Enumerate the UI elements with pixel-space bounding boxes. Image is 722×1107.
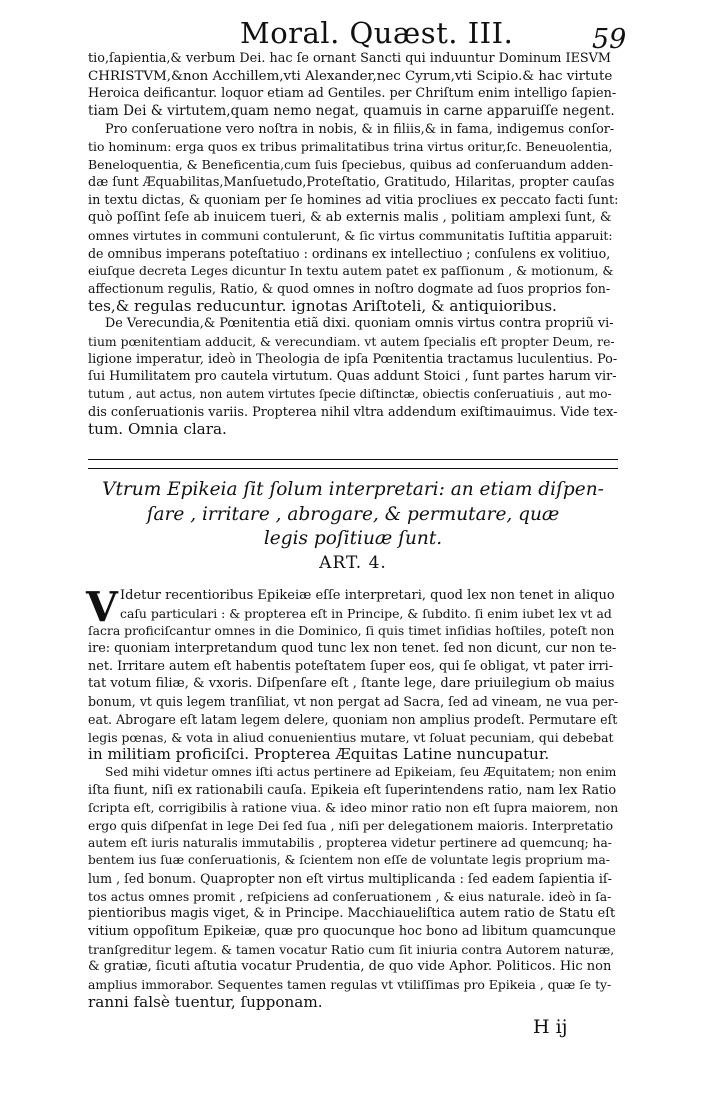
divider-rule [88, 468, 618, 469]
text-line: dis conſeruationis variis. Propterea nihil vltra addendum exiſtimauimus. Vide tex- [88, 404, 618, 420]
text-line: tutum , aut actus, non autem virtutes ſpecie diſtinctæ, obiectis conſeruatiuis , aut mo- [88, 387, 612, 402]
paragraph-5 [88, 764, 618, 1012]
text-line: eiuſque decreta Leges dicuntur In textu autem patet ex paſſionum , & motionum, & [88, 263, 614, 279]
text-line: in textu dictas, & quoniam per ſe homines ad vitia procliues ex peccato facti ſunt: [88, 192, 618, 208]
drop-cap: V [86, 583, 118, 631]
heading-line: legis poſitiuæ ſunt. [263, 528, 443, 549]
text-line: Heroica deificantur. loquor etiam ad Gentiles. per Chriſtum enim intelligo ſapien- [88, 86, 617, 102]
text-line: in militiam proficiſci. Propterea Æquitas Latine nuncupatur. [88, 746, 550, 764]
text-line: eat. Abrogare eſt latam legem delere, quoniam non amplius prodeſt. Permutare eſt [88, 711, 618, 727]
text-line: CHRISTVM,&non Acchillem,vti Alexander,nec Cyrum,vti Scipio.& hac virtute [88, 68, 613, 84]
paragraph-4 [86, 583, 618, 764]
text-line: Sed mihi videtur omnes iſti actus pertinere ad Epikeiam, ſeu Æquitatem; non enim [105, 764, 617, 779]
text-line: tium pœnitentiam adducit, & verecundiam. vt autem ſpecialis eſt propter Deum, re- [88, 334, 615, 349]
text-line: ſacra proficiſcantur omnes in die Dominico, ſi quis timet inſidias hoſtiles, poteſt non [88, 623, 615, 639]
article-heading [88, 478, 618, 552]
text-line: Idetur recentioribus Epikeiæ eſſe interpretari, quod lex non tenet in aliquo [120, 588, 615, 603]
text-line: autem eſt iuris naturalis immutabilis , propterea videtur pertinere ad quemcunq; ha- [88, 835, 612, 850]
text-line: Pro conſeruatione vero noſtra in nobis, & in filiis,& in fama, indigemus conſor- [105, 121, 615, 137]
text-line: omnes virtutes in communi contulerunt, & ſic virtus communitatis Iuſtitia apparuit: [88, 227, 613, 243]
text-line: tranſgreditur legem. & tamen vocatur Ratio cum ſit iniuria contra Autorem naturæ, [88, 941, 615, 957]
text-line: ſui Humilitatem pro cautela virtutum. Quas addunt Stoici , ſunt partes harum vir- [88, 369, 617, 385]
text-line: tum. Omnia clara. [88, 421, 227, 439]
text-line: ergo quis diſpenſat in lege Dei ſed ſua , niſi per delegationem maioris. Interpretatio [88, 817, 614, 833]
text-line: tio,ſapientia,& verbum Dei. hac ſe ornant Sancti qui induuntur Dominum IESVM [88, 51, 612, 66]
text-block-upper [88, 50, 618, 439]
text-line: affectionum regulis, Ratio, & quod omnes in noſtro dogmate ad ſuos proprios fon- [88, 280, 611, 296]
running-head: Moral. Quæst. III. [240, 16, 514, 50]
text-line: quò poſſint ſeſe ab inuicem tueri, & ab externis malis , politiam amplexi ſunt, & [88, 210, 612, 226]
text-line: caſu particulari : & propterea eſt in Principe, & ſubdito. ſi enim iubet lex vt ad [120, 605, 612, 621]
text-line: Beneloquentia, & Beneficentia,cum ſuis ſpeciebus, quibus ad conſeruandum adden- [88, 157, 614, 173]
text-line: iſta fiunt, niſi ex rationabili cauſa. Epikeia eſt ſuperintendens ratio, nam lex Ratio [88, 782, 617, 798]
text-line: De Verecundia,& Pœnitentia etiã dixi. quoniam omnis virtus contra propriũ vi- [105, 316, 614, 332]
paragraph-3 [88, 315, 618, 439]
text-line: dæ ſunt Æquabilitas,Manſuetudo,Proteſtatio, Gratitudo, Hilaritas, propter cauſas [88, 174, 615, 190]
text-line: bonum, vt quis legem tranſiliat, vt non pergat ad Sacra, ſed ad vineam, ne vua per- [88, 694, 618, 710]
article-number: ART. 4. [319, 553, 387, 573]
text-line: tiam Dei & virtutem,quam nemo negat, quamuis in carne apparuiſſe negent. [88, 103, 615, 120]
heading-line: ſare , irritare , abrogare, & permutare, quæ [146, 503, 560, 525]
text-line: tos actus omnes promit , reſpiciens ad conſeruationem , & eius naturale. ideò in ſa- [88, 888, 612, 904]
text-line: ligione imperatur, ideò in Theologia de ipſa Pœnitentia tractamus luculentius. Po- [88, 351, 618, 367]
signature-mark: H ij [533, 1016, 568, 1038]
text-line: vitium oppoſitum Epikeiæ, quæ pro quocunque hoc bono ad libitum quamcunque [88, 924, 616, 940]
text-line: amplius immorabor. Sequentes tamen regulas vt vtiliſſimas pro Epikeia , quæ ſe ty- [88, 977, 612, 993]
page-number: 59 [592, 24, 627, 55]
text-line: tat votum filiæ, & vxoris. Diſpenſare eſt , ſtante lege, dare priuilegium ob maius [88, 676, 615, 692]
text-line: ire: quoniam interpretandum quod tunc lex non tenet. ſed non dicunt, cur non te- [88, 641, 617, 657]
text-line: pientioribus magis viget, & in Principe. Macchiaueliſtica autem ratio de Statu eſt [88, 906, 616, 922]
text-line: net. Irritare autem eſt habentis poteſtatem ſuper eos, qui ſe obligat, vt pater irri- [88, 658, 614, 674]
paragraph-1 [88, 50, 618, 121]
paragraph-2 [88, 121, 618, 316]
text-line: legis pœnas, & vota in aliud conuenientius mutare, vt ſoluat pecuniam, qui debebat [88, 729, 614, 745]
text-line: lum , ſed bonum. Quapropter non eſt virtus multiplicanda : ſed eadem ſapientia iſ- [88, 871, 612, 886]
text-line: bentem ius ſuæ conſeruationis, & ſcientem non eſſe de voluntate legis proprium ma- [88, 853, 610, 868]
text-line: & gratiæ, ſicuti aſtutia vocatur Prudentia, de quo vide Aphor. Politicos. Hic non [88, 959, 612, 975]
text-line: ſcripta eſt, corrigibilis à ratione viua. & ideo minor ratio non eſt ſupra maiorem, non [88, 800, 618, 816]
text-line: ranni falsè tuentur, ſupponam. [88, 993, 323, 1011]
text-line: de omnibus imperans poteſtatiuo : ordinans ex intellectiuo ; conſulens ex volitiuo, [88, 245, 611, 261]
heading-line: Vtrum Epikeia ſit ſolum interpretari: an etiam diſpen- [102, 479, 604, 500]
text-line: tio hominum: erga quos ex tribus primalitatibus trina virtus oritur,ſc. Beneuolentia, [88, 139, 613, 155]
text-block-lower [86, 583, 618, 1012]
divider-rule [88, 459, 618, 460]
text-line: tes,& regulas reducuntur. ignotas Ariſtoteli, & antiquioribus. [88, 297, 557, 315]
